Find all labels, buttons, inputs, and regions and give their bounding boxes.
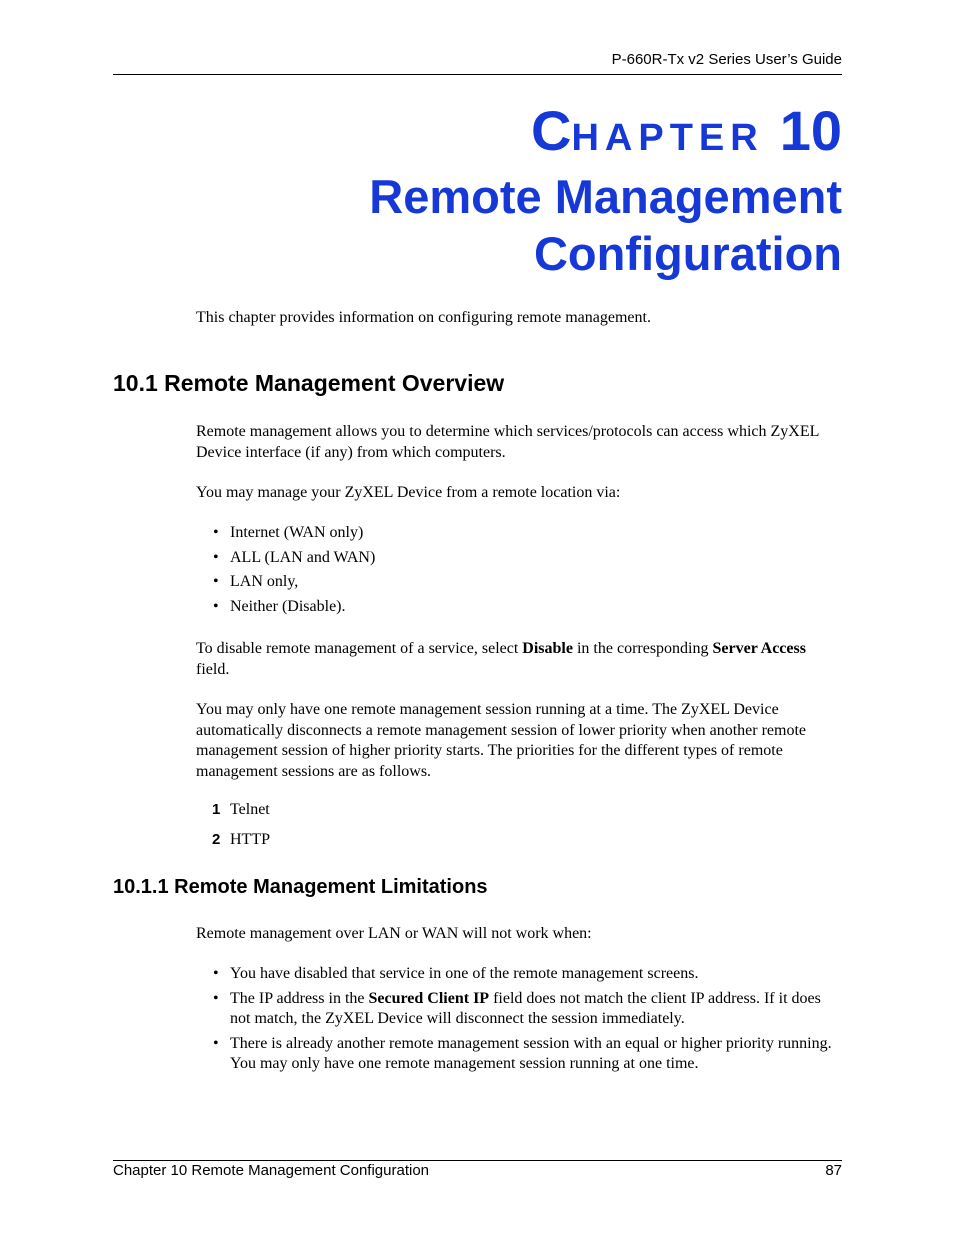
bullet-icon: • bbox=[213, 989, 219, 1007]
intro-paragraph: This chapter provides information on configuring remote management. bbox=[196, 309, 651, 326]
list-item-text: Internet (WAN only) bbox=[230, 524, 364, 541]
list-item bbox=[196, 830, 270, 851]
section-heading-10-1: 10.1 Remote Management Overview bbox=[113, 370, 505, 396]
list-number: 2 bbox=[212, 830, 221, 848]
chapter-number: 10 bbox=[779, 99, 842, 162]
chapter-label-rest: HAPTER bbox=[571, 117, 764, 159]
list-item-text: ALL (LAN and WAN) bbox=[230, 548, 376, 566]
chapter-label-initial: C bbox=[531, 99, 572, 162]
text-run: in the corresponding bbox=[572, 640, 713, 657]
list-number: 1 bbox=[212, 801, 221, 818]
limitations-list bbox=[196, 964, 836, 1075]
list-item bbox=[196, 572, 836, 593]
list-item-text: You have disabled that service in one of the remote management screens. bbox=[230, 965, 699, 982]
priority-list bbox=[196, 800, 270, 850]
list-item-text: Neither (Disable). bbox=[230, 597, 346, 615]
chapter-title-line2: Configuration bbox=[533, 227, 842, 280]
text-run: field. bbox=[196, 660, 230, 678]
footer-chapter-title: Chapter 10 Remote Management Configuration bbox=[113, 1162, 430, 1179]
chapter-title-line1: Remote Management bbox=[369, 170, 842, 223]
access-options-list bbox=[196, 523, 836, 617]
limitations-paragraph: Remote management over LAN or WAN will not work when: bbox=[196, 925, 592, 942]
list-item bbox=[196, 964, 836, 985]
list-item-text: Telnet bbox=[230, 801, 270, 818]
list-item bbox=[196, 597, 836, 618]
chapter-label bbox=[531, 96, 842, 173]
bold-term: Secured Client IP bbox=[368, 989, 490, 1007]
disable-paragraph bbox=[196, 639, 836, 680]
bullet-icon: • bbox=[213, 548, 219, 566]
chapter-title bbox=[369, 168, 842, 282]
list-item-text: HTTP bbox=[230, 830, 270, 848]
text-run: To disable remote management of a service, select bbox=[196, 640, 523, 657]
section-heading-10-1-1: 10.1.1 Remote Management Limitations bbox=[113, 876, 488, 898]
list-item bbox=[196, 989, 836, 1030]
footer-rule bbox=[113, 1160, 842, 1161]
list-item bbox=[196, 523, 836, 544]
text-run: field does not match the client IP address. If it does not match, the ZyXEL Device will disconnect the session immediately. bbox=[230, 989, 821, 1027]
session-paragraph: You may only have one remote management session running at a time. The ZyXEL Device automatically disconnects a remote management session of lower priority when another remote management session of higher priority starts. The priorities for the different types of remote management sessions are as follows. bbox=[196, 701, 807, 780]
overview-paragraph-1: Remote management allows you to determine which services/protocols can access which ZyXEL Device interface (if any) from which computers. bbox=[196, 423, 819, 461]
list-item bbox=[196, 800, 270, 821]
text-run: The IP address in the bbox=[230, 989, 369, 1007]
bold-term: Server Access bbox=[712, 640, 806, 657]
header-rule bbox=[113, 74, 842, 75]
list-item bbox=[196, 1034, 836, 1075]
running-header: P-660R-Tx v2 Series User’s Guide bbox=[611, 51, 842, 68]
bullet-icon: • bbox=[213, 597, 219, 615]
bullet-icon: • bbox=[213, 1034, 219, 1052]
bullet-icon: • bbox=[213, 573, 219, 590]
bold-term: Disable bbox=[522, 640, 573, 657]
list-item-text: There is already another remote management session with an equal or higher priority running. You may only have one remote management session running at one time. bbox=[230, 1034, 832, 1072]
bullet-icon: • bbox=[213, 965, 219, 982]
overview-paragraph-2: You may manage your ZyXEL Device from a remote location via: bbox=[196, 484, 621, 501]
page-number: 87 bbox=[825, 1162, 842, 1179]
bullet-icon: • bbox=[213, 524, 219, 541]
list-item bbox=[196, 548, 836, 569]
list-item-text: LAN only, bbox=[230, 573, 299, 590]
